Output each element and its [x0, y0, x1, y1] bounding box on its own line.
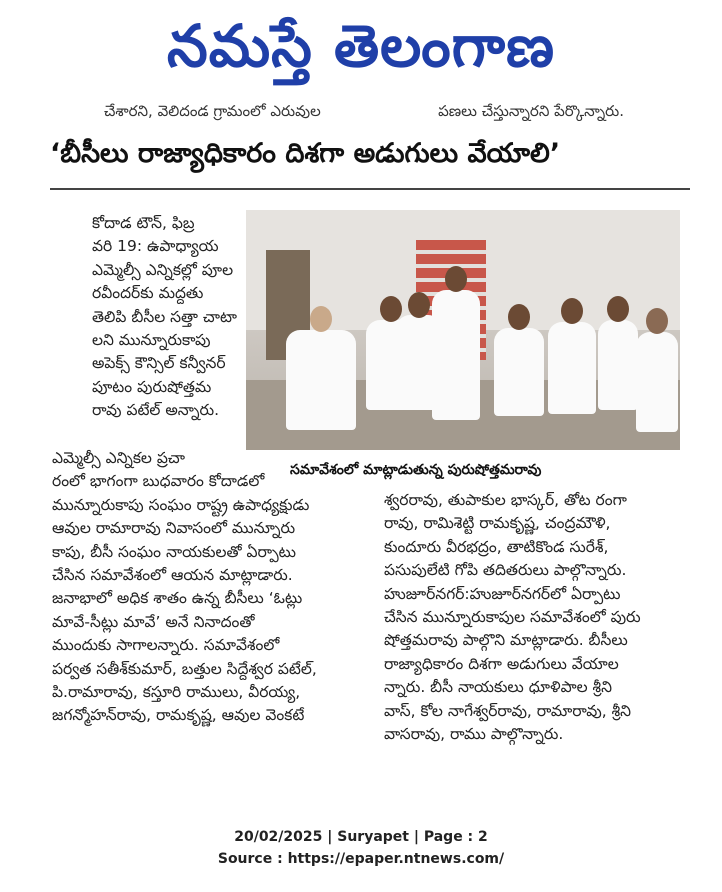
- article-line: ముందుకు సాగాలన్నారు. సమావేశంలో: [52, 636, 280, 655]
- article-left-column: [52, 447, 372, 728]
- photo-person-head: [508, 304, 530, 330]
- photo-person: [636, 332, 678, 432]
- article-line: వరి 19: ఉపాధ్యాయ: [92, 237, 219, 256]
- article-line: రావు, రామిశెట్టి రామకృష్ణ, చంద్రమౌళి,: [384, 514, 611, 533]
- article-intro-column: [92, 212, 244, 423]
- previous-article-right: పణలు చేస్తున్నారని పేర్కొన్నారు.: [438, 102, 624, 120]
- article-line: శ్వరరావు, తుపాకుల భాస్కర్, తోట రంగా: [384, 491, 627, 509]
- article-line: రవీందర్‌కు మద్దతు: [92, 284, 204, 303]
- article-line: న్నారు. బీసీ నాయకులు ధూళిపాల శ్రీని: [384, 678, 612, 697]
- article-line: చేసిన మున్నూరుకాపుల సమావేశంలో పురు: [384, 608, 641, 627]
- article-line: పర్వత సతీశ్‌కుమార్, బత్తుల సిద్దేశ్వర పటేల్,: [52, 659, 317, 678]
- source-footer: [0, 826, 722, 870]
- article-line: జనాభాలో అధిక శాతం ఉన్న బీసీలు ‘ఓట్లు: [52, 589, 303, 608]
- article-line: వాస్, కోల నాగేశ్వర్‌రావు, రామారావు, శ్రీని: [384, 701, 631, 720]
- article-line: లని మున్నూరుకాపు: [92, 331, 211, 350]
- article-line: రాజ్యాధికారం దిశగా అడుగులు వేయాల: [384, 654, 619, 673]
- previous-article-tail: [104, 102, 624, 124]
- photo-caption: సమావేశంలో మాట్లాడుతున్న పురుషోత్తమరావు: [290, 462, 542, 478]
- article-line: రావు పటేల్ అన్నారు.: [92, 401, 220, 420]
- photo-person-head: [310, 306, 332, 332]
- article-line: రంలో భాగంగా బుధవారం కోదాడలో: [52, 472, 265, 491]
- photo-person-head: [561, 298, 583, 324]
- article-line: జగన్మోహన్‌రావు, రామకృష్ణ, ఆవుల వెంకటే: [52, 706, 305, 725]
- article-line: షోత్తమరావు పాల్గొని మాట్లాడారు. బీసీలు: [384, 631, 628, 650]
- article-line: కాపు, బీసీ సంఘం నాయకులతో ఏర్పాటు: [52, 542, 296, 561]
- article-headline: ‘బీసీలు రాజ్యాధికారం దిశగా అడుగులు వేయాలి’: [50, 138, 561, 169]
- article-line: కుందూరు వీరభద్రం, తాటికొండ సురేశ్,: [384, 537, 609, 556]
- photo-person: [548, 322, 596, 414]
- article-line: ఎమ్మెల్సీ ఎన్నికల్లో పూల: [92, 260, 234, 279]
- article-line: కోదాడ టౌన్, ఫిబ్ర: [92, 214, 195, 232]
- headline-rule: [50, 188, 690, 190]
- photo-person-head: [408, 292, 430, 318]
- article-line: పసుపులేటి గోపి తదితరులు పాల్గొన్నారు.: [384, 561, 627, 580]
- photo-speaker: [432, 290, 480, 420]
- photo-person: [494, 328, 544, 416]
- footer-source: Source : https://epaper.ntnews.com/: [217, 851, 505, 867]
- article-line: వాసరావు, రాము పాల్గొన్నారు.: [384, 725, 564, 744]
- footer-date-page: 20/02/2025 | Suryapet | Page : 2: [234, 829, 488, 845]
- meeting-photo: [246, 210, 680, 450]
- article-line: ఆవుల రామారావు నివాసంలో మున్నూరు: [52, 519, 296, 538]
- photo-person-head: [607, 296, 629, 322]
- article-line: పి.రామారావు, కస్తూరి రాములు, వీరయ్య,: [52, 683, 301, 702]
- photo-person-head: [646, 308, 668, 334]
- photo-person-head: [380, 296, 402, 322]
- article-line: తెలిపి బీసీల సత్తా చాటా: [92, 307, 237, 326]
- article-line: హుజూర్‌నగర్:హుజూర్‌నగర్‌లో ఏర్పాటు: [384, 584, 621, 603]
- photo-person: [598, 320, 638, 410]
- photo-person: [286, 330, 356, 430]
- article-line: మావే-సీట్లు మావే’ అనే నినాదంతో: [52, 612, 255, 631]
- article-line: పూటం పురుషోత్తమ: [92, 377, 212, 396]
- article-right-column: [384, 489, 684, 746]
- article-line: ఎమ్మెల్సీ ఎన్నికల ప్రచా: [52, 449, 185, 467]
- previous-article-left: చేశారని, వెలిదండ గ్రామంలో ఎరువుల: [104, 102, 321, 120]
- article-line: చేసిన సమావేశంలో ఆయన మాట్లాడారు.: [52, 566, 293, 585]
- article-line: మున్నూరుకాపు సంఘం రాష్ట్ర ఉపాధ్యక్షుడు: [52, 495, 310, 514]
- newspaper-masthead: నమస్తే తెలంగాణ: [167, 12, 555, 80]
- article-line: అపెక్స్ కౌన్సిల్ కన్వీనర్: [92, 354, 226, 373]
- photo-person-head: [445, 266, 467, 292]
